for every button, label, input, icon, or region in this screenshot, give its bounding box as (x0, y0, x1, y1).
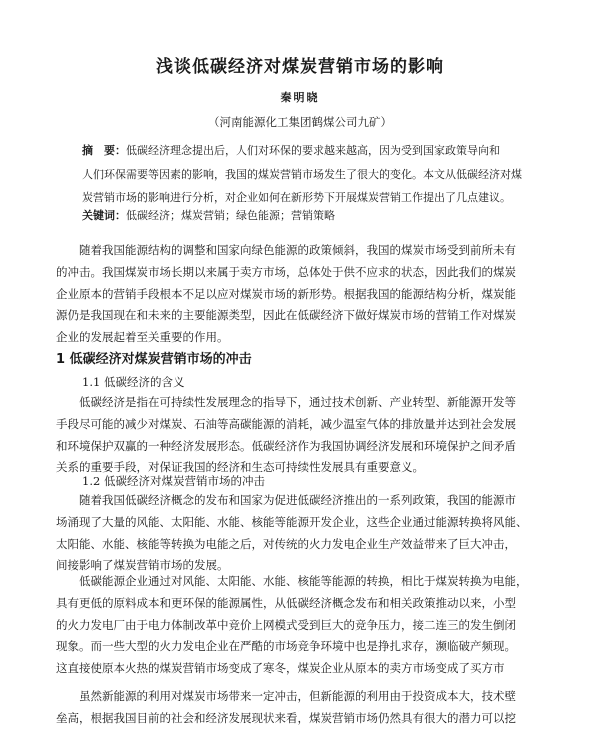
paragraph-line: 随着我国能源结构的调整和国家向绿色能源的政策倾斜，我国的煤炭市场受到前所未有 (56, 243, 516, 257)
subsection-paragraph (56, 392, 561, 479)
paragraph-line: 和环境保护双赢的一种经济发展形态。低碳经济作为我国协调经济发展和环境保护之间矛盾 (56, 438, 516, 453)
paragraph-line: 间接影响了煤炭营销市场的发展。 (56, 558, 229, 573)
paragraph-line: 这直接使原本火热的煤炭营销市场变成了寒冬，煤炭企业从原本的卖方市场变成了买方市 (56, 661, 505, 676)
paper-title: 浅谈低碳经济对煤炭营销市场的影响 (156, 57, 444, 77)
paragraph-line: 场涌现了大量的风能、太阳能、水能、核能等能源开发企业，这些企业通过能源转换将风能、 (56, 514, 528, 529)
keywords-label: 关键词： (82, 209, 126, 222)
paragraph-line: 现象。而一些大型的火力发电企业在严酷的市场竞争环境中也是挣扎求存，濒临破产频现。 (56, 639, 516, 654)
paragraph-line: 低碳经济是指在可持续性发展理念的指导下，通过技术创新、产业转型、新能源开发等 (56, 395, 516, 409)
keywords-text: 低碳经济；煤炭营销；绿色能源；营销策略 (126, 209, 335, 222)
abstract-line: 摘 要：低碳经济理念提出后，人们对环保的要求越来越高，因为受到国家政策导向和 (82, 144, 500, 157)
abstract-line: 人们环保需要等因素的影响，我国的煤炭营销市场发生了很大的变化。本文从低碳经济对煤 (82, 167, 522, 181)
body-paragraph (56, 686, 561, 730)
paragraph-line: 具有更低的原料成本和更环保的能源属性，从低碳经济概念发布和相关政策推动以来，小型 (56, 595, 516, 610)
paragraph-line: 太阳能、水能、核能等转换为电能之后，对传统的火力发电企业生产效益带来了巨大冲击， (56, 536, 516, 551)
paragraph-line: 手段尽可能的减少对煤炭、石油等高碳能源的消耗，减少温室气体的排放量并达到社会发展 (56, 416, 516, 431)
subsection-paragraph (56, 490, 561, 577)
subsection-heading: 1.1 低碳经济的含义 (82, 375, 185, 389)
paragraph-line: 企业原本的营销手段根本不足以应对煤炭市场的新形势。根据我国的能源结构分析，煤炭能 (56, 286, 516, 301)
paragraph-line: 虽然新能源的利用对煤炭市场带来一定冲击，但新能源的利用由于投资成本大，技术壁 (56, 689, 516, 703)
keywords (82, 207, 560, 223)
subsection-heading: 1.2 低碳经济对煤炭营销市场的冲击 (82, 474, 265, 488)
body-paragraph (56, 571, 561, 680)
paragraph-line: 企业的发展起着至关重要的作用。 (56, 330, 229, 345)
paragraph-line: 低碳能源企业通过对风能、太阳能、水能、核能等能源的转换，相比于煤炭转换为电能， (56, 574, 528, 588)
author-name: 秦明晓 (280, 91, 320, 104)
author-affiliation: （河南能源化工集团鹤煤公司九矿） (208, 115, 392, 129)
section-heading: 1 低碳经济对煤炭营销市场的冲击 (56, 352, 252, 367)
abstract (82, 139, 560, 210)
paragraph-line: 垒高，根据我国目前的社会和经济发展现状来看，煤炭营销市场仍然具有很大的潜力可以挖 (56, 710, 516, 725)
paragraph-line: 关系的重要手段，对保证我国的经济和生态可持续性发展具有重要意义。 (56, 460, 424, 475)
abstract-line: 炭营销市场的影响进行分析，对企业如何在新形势下开展煤炭营销工作提出了几点建议。 (82, 191, 511, 204)
paragraph-line: 的火力发电厂由于电力体制改革中竞价上网模式受到巨大的竞争压力，接二连三的发生倒闭 (56, 617, 516, 632)
abstract-label: 摘 要： (82, 144, 126, 157)
paragraph-line: 的冲击。我国煤炭市场长期以来属于卖方市场，总体处于供不应求的状态，因此我们的煤炭 (56, 264, 516, 279)
paragraph-line: 随着我国低碳经济概念的发布和国家为促进低碳经济推出的一系列政策，我国的能源市 (56, 493, 516, 507)
paragraph-line: 源仍是我国现在和未来的主要能源类型，因此在低碳经济下做好煤炭市场的营销工作对煤炭 (56, 308, 516, 323)
intro-paragraph (56, 240, 561, 349)
